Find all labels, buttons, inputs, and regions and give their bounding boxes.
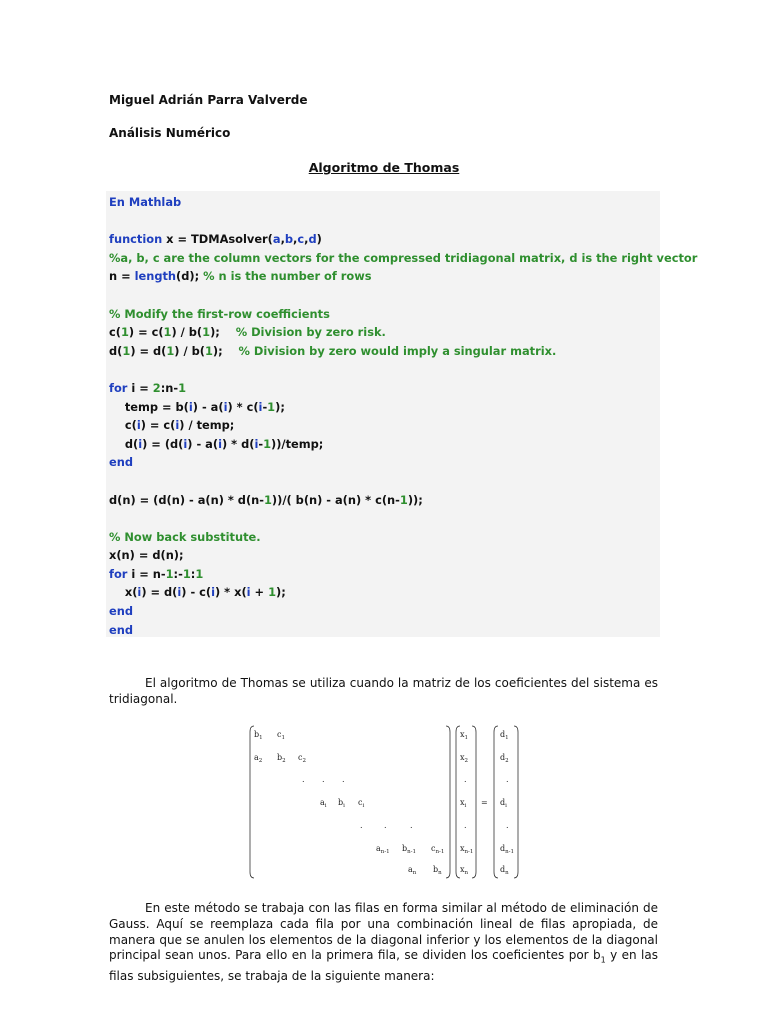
matrix-bracket <box>514 726 518 878</box>
code-token: x(n) = d(n); <box>109 548 184 563</box>
equation-term: . <box>506 775 509 784</box>
code-token: ) / b( <box>174 343 205 358</box>
code-line <box>109 193 660 212</box>
code-token: ); <box>210 325 236 340</box>
code-token: ))/( b(n) - a(n) * c(n- <box>271 492 400 507</box>
equation-term: . <box>464 821 467 830</box>
paragraph-method-subscript: 1 <box>600 955 606 965</box>
code-token: 1 <box>163 325 172 340</box>
code-line <box>109 323 660 342</box>
equation-term: . <box>342 775 345 784</box>
equation-term: $d_i$ <box>500 798 507 809</box>
equation-term: $c_i$ <box>358 798 365 809</box>
code-token: i <box>211 585 216 600</box>
matrix-bracket <box>472 726 476 878</box>
code-token: a <box>272 232 281 247</box>
code-token: i = <box>127 380 153 395</box>
code-token: % Division by zero risk. <box>235 325 386 340</box>
equation-term: $b_{n-1}$ <box>402 844 417 855</box>
equation-term: $b_n$ <box>433 865 442 876</box>
code-token: 1 <box>267 399 276 414</box>
equals-sign: = <box>481 798 488 807</box>
code-token: ) - c( <box>181 585 212 600</box>
code-line <box>109 491 660 510</box>
equation-term: $b_2$ <box>277 753 286 764</box>
code-token: :- <box>173 566 183 581</box>
code-token: % Modify the first-row coefficients <box>109 306 330 321</box>
code-token: ) * d( <box>221 436 255 451</box>
code-token: i = n- <box>127 566 166 581</box>
matrix-bracket <box>494 726 498 878</box>
code-line <box>109 453 660 472</box>
paragraph-intro: El algoritmo de Thomas se utiliza cuando la matriz de los coeficientes del sistema es tridiagonal. <box>109 676 658 706</box>
code-token: ); <box>212 343 239 358</box>
equation-term: $d_2$ <box>500 753 509 764</box>
code-token: d( <box>109 436 139 451</box>
code-line <box>109 602 660 621</box>
code-token: i <box>223 399 228 414</box>
code-line <box>109 546 660 565</box>
matrix-bracket <box>446 726 450 878</box>
code-line <box>109 249 698 268</box>
document-title: Algoritmo de Thomas <box>308 160 460 175</box>
code-line <box>109 398 660 417</box>
code-token: ); <box>276 585 286 600</box>
code-token: function <box>109 232 163 247</box>
code-token: ) = (d( <box>142 436 184 451</box>
code-token: i <box>136 418 141 433</box>
code-token: i <box>246 585 251 600</box>
code-token: ) = c( <box>128 325 164 340</box>
code-token: , <box>304 232 309 247</box>
equation-term: . <box>360 821 363 830</box>
code-token: b <box>284 232 294 247</box>
code-token: % Now back substitute. <box>109 529 261 544</box>
equation-term: . <box>322 775 325 784</box>
code-token: n = <box>109 269 135 284</box>
code-token: i <box>183 436 188 451</box>
code-line <box>109 565 660 584</box>
code-token: ) = d( <box>130 343 167 358</box>
code-token: (d); <box>176 269 204 284</box>
code-token: c( <box>109 325 121 340</box>
code-token: : <box>190 566 196 581</box>
code-line <box>109 583 660 602</box>
code-token: c <box>297 232 305 247</box>
code-token: i <box>258 399 263 414</box>
code-line <box>109 472 660 491</box>
equation-term: $x_2$ <box>460 753 469 764</box>
code-token: end <box>109 455 133 470</box>
code-token: i <box>218 436 222 451</box>
equation-term: $x_i$ <box>460 798 467 809</box>
equation-term: . <box>410 821 413 830</box>
code-line <box>109 212 660 231</box>
equation-term: $d_{n-1}$ <box>500 844 515 855</box>
code-token: ) = d( <box>141 585 178 600</box>
code-token: i <box>175 418 180 433</box>
equation-term: $c_{n-1}$ <box>431 844 445 855</box>
code-line <box>109 379 660 398</box>
code-token: 1 <box>195 566 204 581</box>
code-line <box>109 230 660 249</box>
code-line <box>109 360 660 379</box>
code-line <box>109 267 660 286</box>
equation-term: $a_i$ <box>320 798 327 809</box>
equation-term: $c_2$ <box>298 753 306 764</box>
code-token: %a, b, c are the column vectors for the compressed tridiagonal matrix, d is the right vector <box>109 250 698 265</box>
code-token: ); <box>275 399 285 414</box>
course-name: Análisis Numérico <box>109 126 231 140</box>
code-token: ) <box>316 232 322 247</box>
code-token: 1 <box>120 325 129 340</box>
paragraph-method-text-b: y en las filas subsiguientes, se trabaja de la siguiente manera: <box>109 948 658 983</box>
code-token: d <box>308 232 317 247</box>
equation-term: $d_n$ <box>500 865 509 876</box>
code-token: % n is the number of rows <box>203 269 372 284</box>
code-token: + <box>250 585 269 600</box>
code-token: )); <box>407 492 423 507</box>
matrix-bracket <box>250 726 254 878</box>
code-token: x = TDMAsolver( <box>162 232 273 247</box>
code-line <box>109 509 660 528</box>
code-token: ) * c( <box>227 399 259 414</box>
code-token: 1 <box>268 585 276 600</box>
code-token: for <box>109 566 128 581</box>
code-token: :n- <box>160 380 179 395</box>
code-token: 1 <box>182 566 191 581</box>
equation-term: $c_1$ <box>277 730 285 741</box>
equation-term: $b_1$ <box>254 730 263 741</box>
code-token: x( <box>109 585 138 600</box>
code-token: - <box>258 436 264 451</box>
code-line <box>109 305 660 324</box>
code-line <box>109 286 660 305</box>
code-token: for <box>109 380 128 395</box>
code-token: , <box>280 232 285 247</box>
equation-term: . <box>464 775 467 784</box>
equation-term: $b_i$ <box>338 798 345 809</box>
code-token: % Division by zero would imply a singular matrix. <box>238 343 557 358</box>
equation-term: $x_{n-1}$ <box>460 844 474 855</box>
equation-term: $d_1$ <box>500 730 509 741</box>
equation-term: $a_n$ <box>408 865 417 876</box>
code-token: 1 <box>263 492 272 507</box>
code-token: end <box>109 622 133 637</box>
code-token: ) / b( <box>171 325 203 340</box>
equation-term: $a_2$ <box>254 753 263 764</box>
equation-term: $x_1$ <box>460 730 469 741</box>
paragraph-method-text-a: En este método se trabaja con las filas en forma similar al método de eliminación de Gauss. Aquí se reemplaza cada fila por una combinación lineal de filas apropiada, de manera que se anulen los elementos de la diagonal inferior y los elementos de la diagonal principal sean unos. Para ello en la primera fila, se dividen los coeficientes por b <box>109 901 658 963</box>
equation-term: . <box>384 821 387 830</box>
code-token: d( <box>109 343 123 358</box>
code-token: 1 <box>202 325 211 340</box>
code-token: temp = b( <box>109 399 189 414</box>
code-token: 1 <box>399 492 408 507</box>
equation-term: . <box>506 821 509 830</box>
code-token: ))/temp; <box>271 436 324 451</box>
code-token: 2 <box>152 380 161 395</box>
code-token: En Mathlab <box>109 195 182 209</box>
code-token: c( <box>109 418 137 433</box>
equation-term: $a_{n-1}$ <box>376 844 390 855</box>
code-token: ) / temp; <box>179 418 235 433</box>
code-line <box>109 528 660 547</box>
code-token: length <box>134 269 177 284</box>
code-token: i <box>188 399 193 414</box>
tridiagonal-equation <box>248 724 528 880</box>
code-token: d(n) = (d(n) - a(n) * d(n- <box>109 492 264 507</box>
code-token: i <box>177 585 182 600</box>
code-token: ) = c( <box>140 418 176 433</box>
code-token: 1 <box>263 436 272 451</box>
code-line <box>109 416 660 435</box>
code-token: ) - a( <box>187 436 219 451</box>
code-token: 1 <box>122 343 131 358</box>
code-token: 1 <box>178 380 187 395</box>
paragraph-method <box>109 901 658 984</box>
code-token: 1 <box>165 566 174 581</box>
code-token: i <box>138 436 143 451</box>
author-name: Miguel Adrián Parra Valverde <box>109 93 308 107</box>
code-token: i <box>254 436 259 451</box>
code-line <box>109 342 660 361</box>
equation-term: $x_n$ <box>460 865 469 876</box>
code-token: 1 <box>166 343 175 358</box>
code-token: 1 <box>204 343 213 358</box>
code-token: end <box>109 604 133 619</box>
code-token: - <box>262 399 268 414</box>
equation-term: . <box>302 775 305 784</box>
code-token: ) - a( <box>192 399 224 414</box>
code-line <box>109 435 660 454</box>
code-line <box>109 621 660 640</box>
code-token: , <box>293 232 298 247</box>
code-token: ) * x( <box>215 585 247 600</box>
code-block <box>106 191 698 637</box>
code-token: i <box>137 585 142 600</box>
